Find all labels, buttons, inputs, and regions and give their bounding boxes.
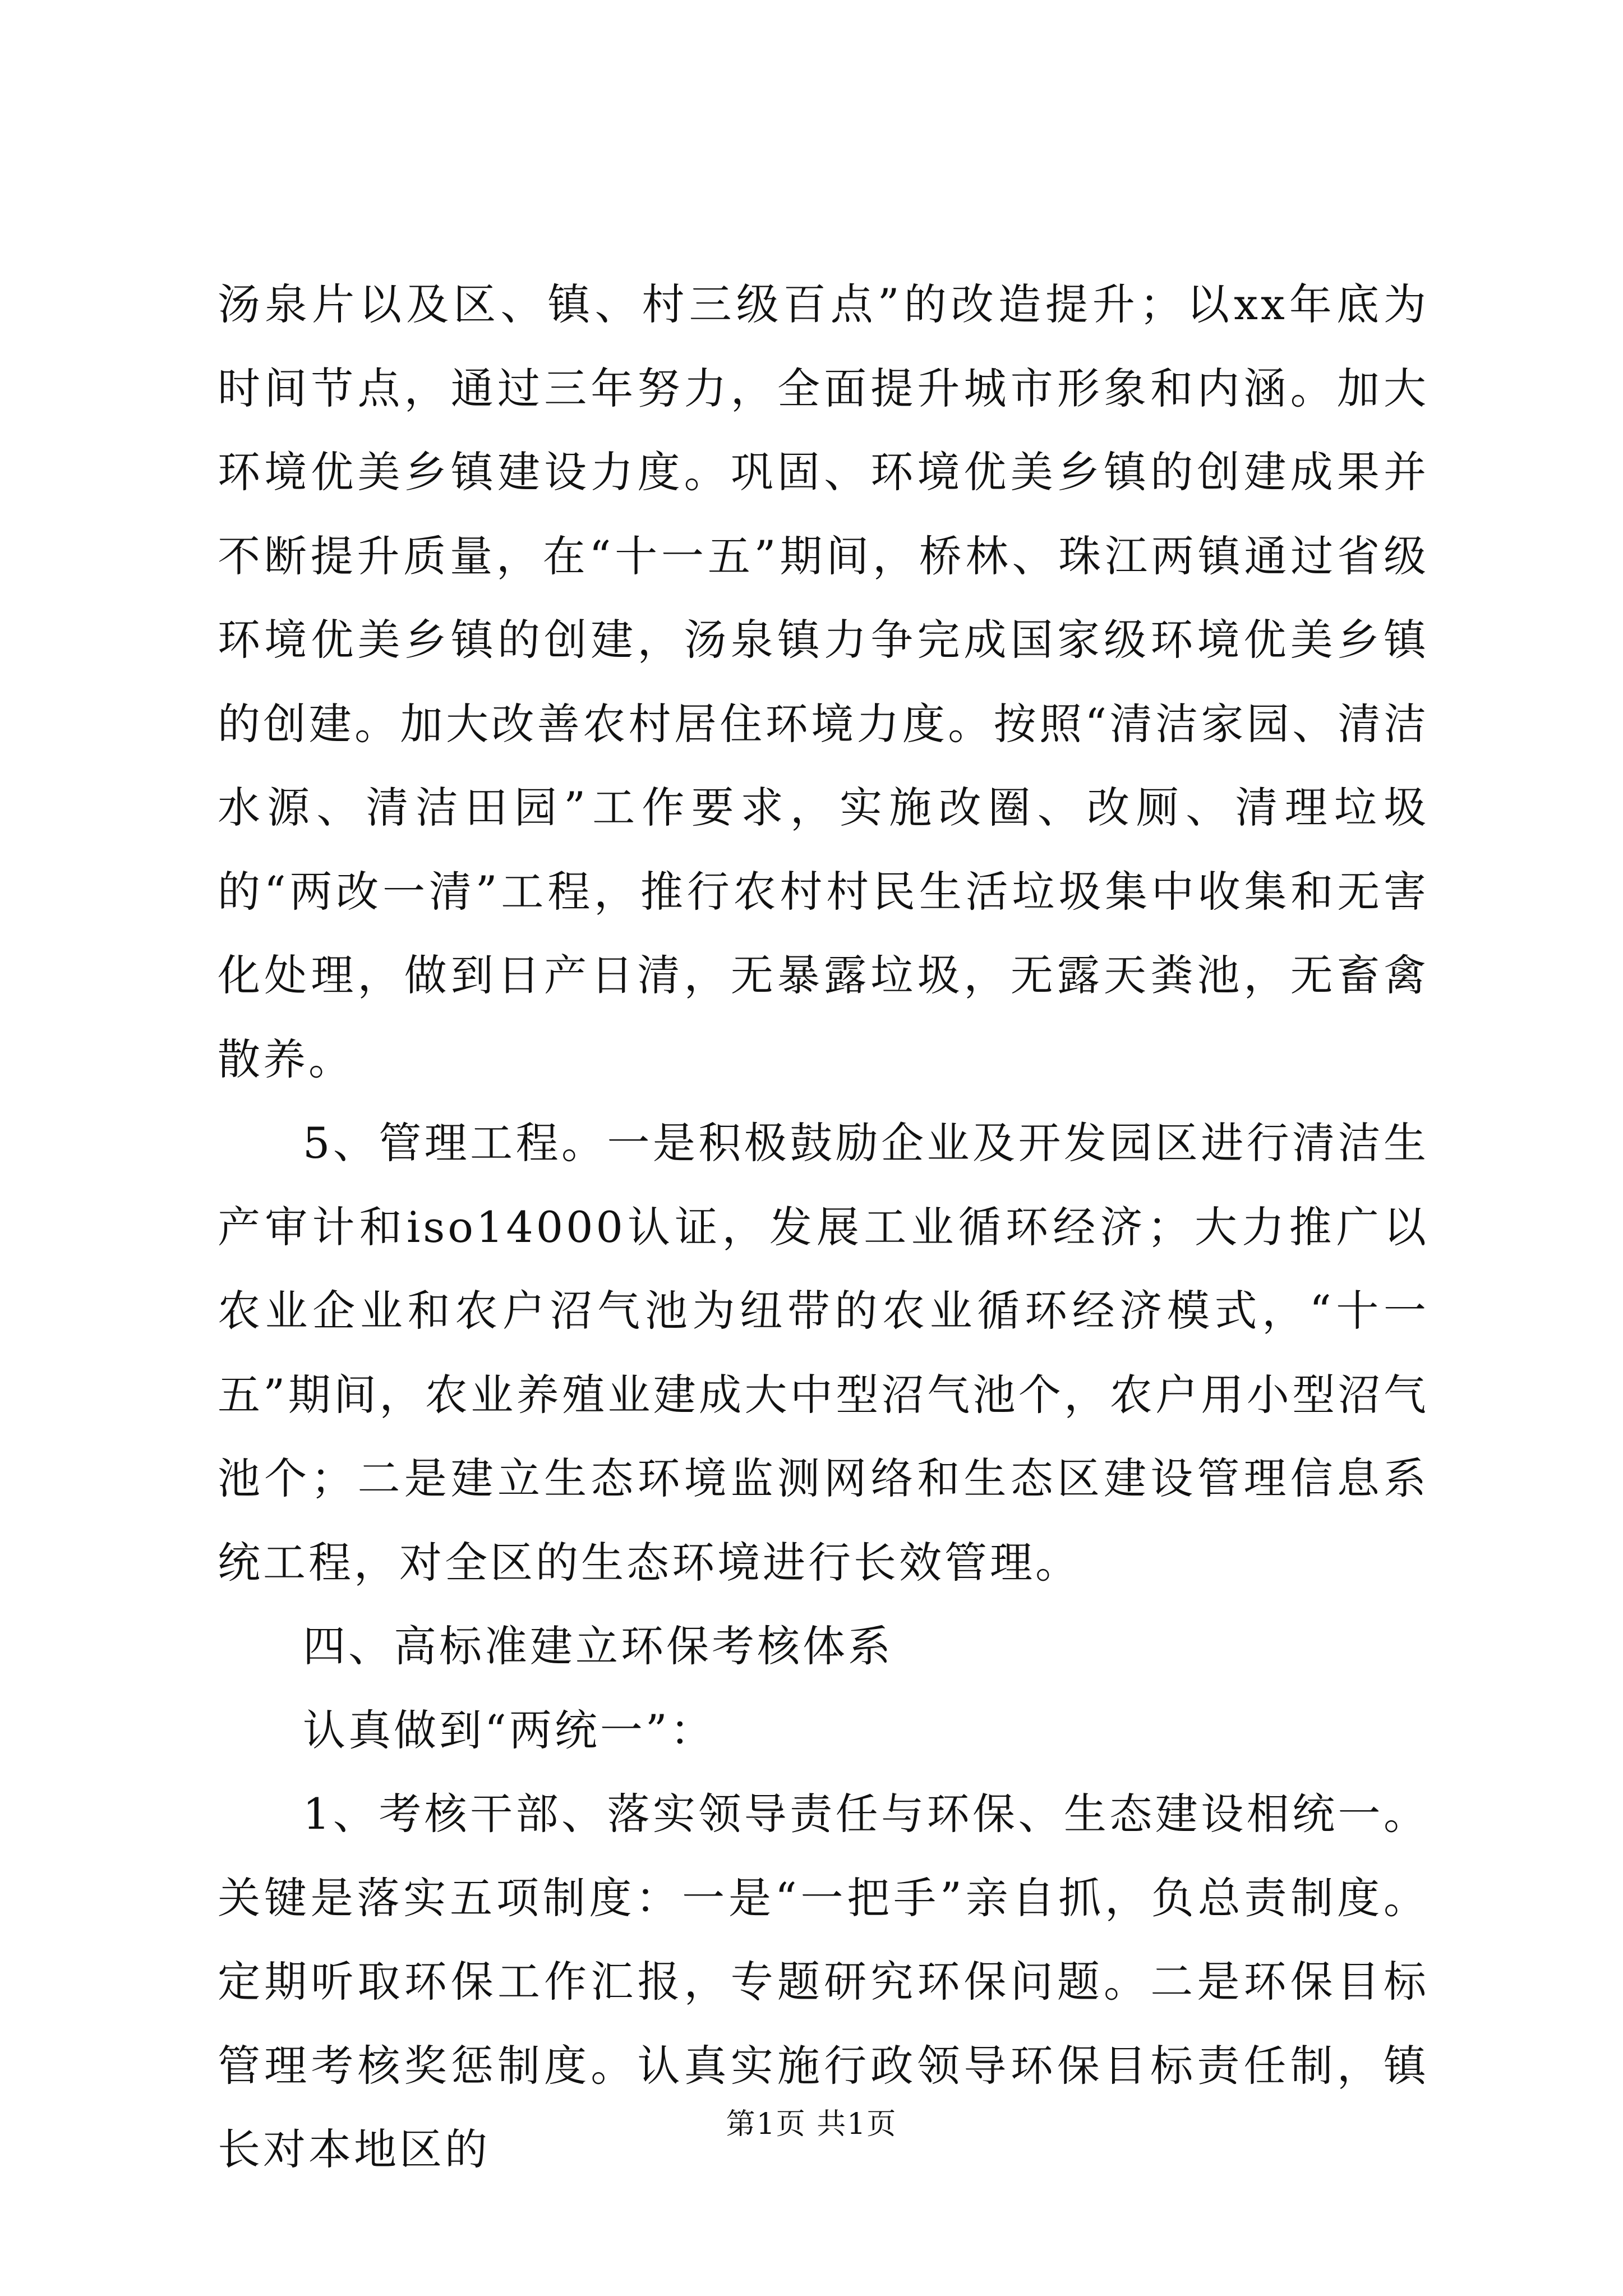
page-footer: 第1页 共1页 — [726, 2108, 897, 2141]
paragraph-management-project: 5、管理工程。一是积极鼓励企业及开发园区进行清洁生产审计和iso14000认证，发展工业循环经济；大力推广以农业企业和农户沼气池为纽带的农业循环经济模式，“十一五”期间，农业养殖业建成大中型沼气池个，农户用小型沼气池个；二是建立生态环境监测网络和生态区建设管理信息系统工程，对全区的生态环境进行长效管理。 — [218, 1118, 1429, 1588]
paragraph-continuation: 汤泉片以及区、镇、村三级百点”的改造提升；以xx年底为时间节点，通过三年努力，全面提升城市形象和内涵。加大环境优美乡镇建设力度。巩固、环境优美乡镇的创建成果并不断提升质量，在“十一五”期间，桥林、珠江两镇通过省级环境优美乡镇的创建，汤泉镇力争完成国家级环境优美乡镇的创建。加大改善农村居住环境力度。按照“清洁家园、清洁水源、清洁田园”工作要求，实施改圈、改厕、清理垃圾的“两改一清”工程，推行农村村民生活垃圾集中收集和无害化处理，做到日产日清，无暴露垃圾，无露天粪池，无畜禽散养。 — [218, 279, 1429, 1084]
paragraph-two-unifications: 认真做到“两统一”： — [303, 1705, 716, 1755]
document-body — [218, 263, 1429, 2192]
section-heading: 四、高标准建立环保考核体系 — [303, 1621, 893, 1671]
paragraph-cadre-assessment: 1、考核干部、落实领导责任与环保、生态建设相统一。关键是落实五项制度：一是“一把手”亲自抓，负总责制度。定期听取环保工作汇报，专题研究环保问题。二是环保目标管理考核奖惩制度。认真实施行政领导环保目标责任制，镇长对本地区的 — [218, 1789, 1429, 2174]
